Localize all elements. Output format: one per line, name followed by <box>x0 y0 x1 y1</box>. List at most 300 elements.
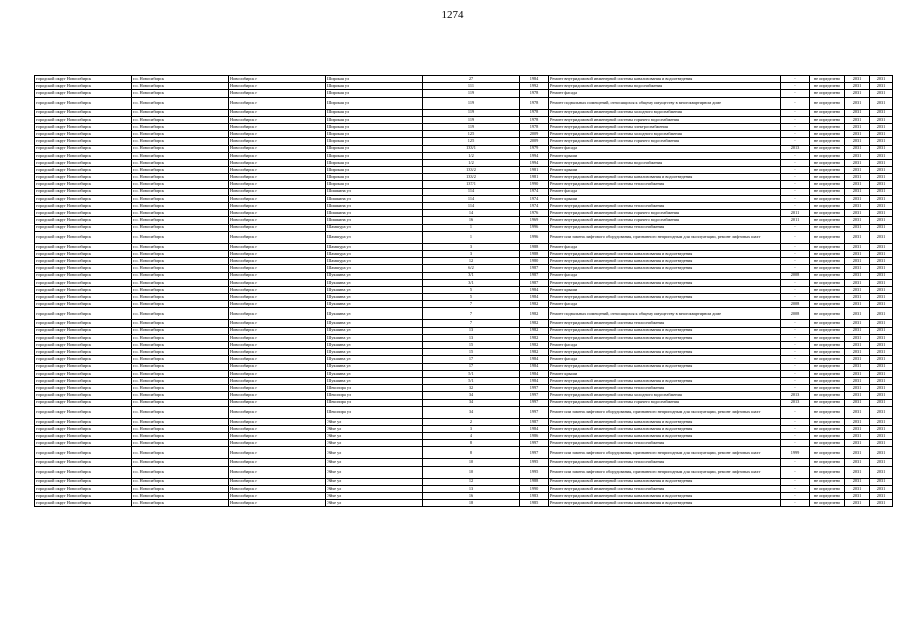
cell-municipality: городской округ Новосибирск <box>35 243 132 250</box>
cell-house-number: 10 <box>423 466 520 478</box>
cell-build-year: 1988 <box>520 478 549 485</box>
cell-house-number: 16 <box>423 493 520 500</box>
cell-last-repair-year: - <box>781 327 810 334</box>
cell-city: Новосибирск г <box>229 342 326 349</box>
cell-build-year: 1981 <box>520 174 549 181</box>
cell-work-type: Ремонт фасада <box>549 90 781 97</box>
cell-build-year: 1984 <box>520 363 549 370</box>
cell-street: Шекспира ул <box>326 399 423 406</box>
cell-cost: не определено <box>810 250 845 257</box>
cell-district: г.о. Новосибирск <box>132 272 229 279</box>
cell-cost: не определено <box>810 83 845 90</box>
table-row <box>35 440 893 447</box>
cell-street: Эйхе ул <box>326 500 423 507</box>
cell-district: г.о. Новосибирск <box>132 399 229 406</box>
cell-city: Новосибирск г <box>229 425 326 432</box>
cell-street: Эйхе ул <box>326 418 423 425</box>
cell-work-type: Ремонт внутридомовой инженерной системы теплоснабжения <box>549 385 781 392</box>
table-row <box>35 500 893 507</box>
cell-house-number: 133/2 <box>423 174 520 181</box>
cell-city: Новосибирск г <box>229 188 326 195</box>
cell-cost: не определено <box>810 406 845 418</box>
cell-work-type: Ремонт внутридомовой инженерной системы канализования и водоотведения <box>549 478 781 485</box>
cell-plan-start-year: 2031 <box>845 181 870 188</box>
cell-plan-start-year: 2031 <box>845 83 870 90</box>
cell-work-type: Ремонт внутридомовой инженерной системы канализования и водоотведения <box>549 265 781 272</box>
cell-last-repair-year: - <box>781 342 810 349</box>
cell-city: Новосибирск г <box>229 195 326 202</box>
cell-work-type: Ремонт внутридомовой инженерной системы канализования и водоотведения <box>549 493 781 500</box>
cell-build-year: 1969 <box>520 217 549 224</box>
cell-street: Шишкина ул <box>326 210 423 217</box>
cell-plan-start-year: 2031 <box>845 500 870 507</box>
table-row <box>35 90 893 97</box>
cell-municipality: городской округ Новосибирск <box>35 349 132 356</box>
cell-build-year: 1980 <box>520 258 549 265</box>
cell-last-repair-year: - <box>781 123 810 130</box>
cell-house-number: 8 <box>423 440 520 447</box>
cell-build-year: 1984 <box>520 286 549 293</box>
cell-plan-end-year: 2031 <box>870 478 893 485</box>
cell-last-repair-year: - <box>781 385 810 392</box>
cell-plan-start-year: 2031 <box>845 440 870 447</box>
cell-house-number: 34 <box>423 392 520 399</box>
cell-cost: не определено <box>810 377 845 384</box>
cell-build-year: 1987 <box>520 279 549 286</box>
cell-city: Новосибирск г <box>229 109 326 116</box>
cell-city: Новосибирск г <box>229 152 326 159</box>
cell-plan-start-year: 2031 <box>845 478 870 485</box>
cell-municipality: городской округ Новосибирск <box>35 500 132 507</box>
cell-district: г.о. Новосибирск <box>132 308 229 320</box>
cell-house-number: 125 <box>423 138 520 145</box>
cell-last-repair-year: - <box>781 370 810 377</box>
cell-plan-end-year: 2031 <box>870 224 893 231</box>
cell-last-repair-year: - <box>781 195 810 202</box>
cell-build-year: 1996 <box>520 224 549 231</box>
cell-build-year: 1984 <box>520 425 549 432</box>
cell-city: Новосибирск г <box>229 181 326 188</box>
cell-cost: не определено <box>810 152 845 159</box>
cell-cost: не определено <box>810 286 845 293</box>
table-row <box>35 493 893 500</box>
cell-work-type: Ремонт внутридомовой инженерной системы горячего водоснабжения <box>549 210 781 217</box>
cell-street: Шамшура ул <box>326 243 423 250</box>
cell-plan-start-year: 2031 <box>845 349 870 356</box>
cell-cost: не определено <box>810 294 845 301</box>
cell-cost: не определено <box>810 167 845 174</box>
cell-build-year: 1997 <box>520 447 549 459</box>
cell-street: Широкая ул <box>326 152 423 159</box>
cell-district: г.о. Новосибирск <box>132 258 229 265</box>
cell-city: Новосибирск г <box>229 97 326 109</box>
cell-house-number: 18 <box>423 500 520 507</box>
cell-plan-end-year: 2031 <box>870 385 893 392</box>
cell-work-type: Ремонт внутридомовой инженерной системы канализования и водоотведения <box>549 425 781 432</box>
cell-house-number: 15 <box>423 342 520 349</box>
cell-build-year: 1997 <box>520 406 549 418</box>
cell-work-type: Ремонт крыши <box>549 286 781 293</box>
cell-street: Широкая ул <box>326 97 423 109</box>
cell-plan-end-year: 2031 <box>870 342 893 349</box>
cell-house-number: 4 <box>423 433 520 440</box>
cell-plan-start-year: 2031 <box>845 286 870 293</box>
cell-house-number: 114 <box>423 188 520 195</box>
cell-city: Новосибирск г <box>229 83 326 90</box>
cell-municipality: городской округ Новосибирск <box>35 145 132 152</box>
cell-cost: не определено <box>810 138 845 145</box>
cell-city: Новосибирск г <box>229 217 326 224</box>
cell-last-repair-year: - <box>781 167 810 174</box>
cell-municipality: городской округ Новосибирск <box>35 131 132 138</box>
cell-house-number: 1/2 <box>423 159 520 166</box>
cell-district: г.о. Новосибирск <box>132 478 229 485</box>
cell-cost: не определено <box>810 76 845 83</box>
cell-municipality: городской округ Новосибирск <box>35 478 132 485</box>
cell-cost: не определено <box>810 174 845 181</box>
cell-city: Новосибирск г <box>229 294 326 301</box>
cell-street: Эйхе ул <box>326 440 423 447</box>
table-row <box>35 131 893 138</box>
table-row <box>35 308 893 320</box>
cell-plan-start-year: 2031 <box>845 406 870 418</box>
cell-last-repair-year: - <box>781 485 810 492</box>
cell-plan-end-year: 2031 <box>870 152 893 159</box>
cell-municipality: городской округ Новосибирск <box>35 485 132 492</box>
cell-street: Эйхе ул <box>326 466 423 478</box>
cell-work-type: Ремонт внутридомовой инженерной системы водоснабжения <box>549 159 781 166</box>
cell-plan-start-year: 2031 <box>845 279 870 286</box>
cell-house-number: 7 <box>423 301 520 308</box>
cell-plan-end-year: 2031 <box>870 159 893 166</box>
cell-last-repair-year: - <box>781 76 810 83</box>
cell-work-type: Ремонт подвальных помещений, относящихся к общему имуществу в многоквартирном доме <box>549 97 781 109</box>
cell-plan-start-year: 2031 <box>845 195 870 202</box>
cell-plan-end-year: 2031 <box>870 377 893 384</box>
cell-plan-end-year: 2031 <box>870 217 893 224</box>
cell-cost: не определено <box>810 97 845 109</box>
cell-build-year: 1974 <box>520 188 549 195</box>
cell-house-number: 3 <box>423 425 520 432</box>
cell-plan-start-year: 2031 <box>845 131 870 138</box>
cell-plan-start-year: 2031 <box>845 97 870 109</box>
cell-municipality: городской округ Новосибирск <box>35 447 132 459</box>
cell-work-type: Ремонт внутридомовой инженерной системы канализования и водоотведения <box>549 174 781 181</box>
cell-house-number: 125 <box>423 131 520 138</box>
cell-city: Новосибирск г <box>229 363 326 370</box>
cell-city: Новосибирск г <box>229 334 326 341</box>
cell-house-number: 114 <box>423 195 520 202</box>
cell-build-year: 1982 <box>520 308 549 320</box>
cell-city: Новосибирск г <box>229 349 326 356</box>
table-row <box>35 447 893 459</box>
cell-municipality: городской округ Новосибирск <box>35 385 132 392</box>
cell-plan-end-year: 2031 <box>870 433 893 440</box>
cell-cost: не определено <box>810 459 845 466</box>
cell-house-number: 14 <box>423 210 520 217</box>
cell-house-number: 32 <box>423 385 520 392</box>
table-row <box>35 301 893 308</box>
cell-build-year: 1994 <box>520 152 549 159</box>
cell-city: Новосибирск г <box>229 145 326 152</box>
cell-street: Шишкина ул <box>326 203 423 210</box>
cell-plan-start-year: 2031 <box>845 433 870 440</box>
cell-plan-start-year: 2031 <box>845 217 870 224</box>
cell-municipality: городской округ Новосибирск <box>35 327 132 334</box>
cell-municipality: городской округ Новосибирск <box>35 76 132 83</box>
cell-city: Новосибирск г <box>229 231 326 243</box>
cell-work-type: Ремонт внутридомовой инженерной системы горячего водоснабжения <box>549 116 781 123</box>
cell-city: Новосибирск г <box>229 327 326 334</box>
cell-district: г.о. Новосибирск <box>132 349 229 356</box>
cell-build-year: 1981 <box>520 167 549 174</box>
cell-municipality: городской округ Новосибирск <box>35 399 132 406</box>
cell-district: г.о. Новосибирск <box>132 195 229 202</box>
cell-cost: не определено <box>810 181 845 188</box>
cell-last-repair-year: - <box>781 174 810 181</box>
cell-city: Новосибирск г <box>229 272 326 279</box>
cell-city: Новосибирск г <box>229 279 326 286</box>
cell-district: г.о. Новосибирск <box>132 181 229 188</box>
cell-work-type: Ремонт внутридомовой инженерной системы теплоснабжения <box>549 181 781 188</box>
cell-build-year: 1987 <box>520 272 549 279</box>
cell-plan-start-year: 2031 <box>845 459 870 466</box>
cell-plan-end-year: 2031 <box>870 327 893 334</box>
table-row <box>35 123 893 130</box>
cell-city: Новосибирск г <box>229 159 326 166</box>
cell-plan-end-year: 2031 <box>870 250 893 257</box>
table-row <box>35 349 893 356</box>
cell-last-repair-year: 2011 <box>781 210 810 217</box>
cell-build-year: 1988 <box>520 243 549 250</box>
cell-build-year: 1987 <box>520 418 549 425</box>
cell-plan-start-year: 2031 <box>845 265 870 272</box>
table-row <box>35 265 893 272</box>
cell-house-number: 119 <box>423 97 520 109</box>
cell-last-repair-year: 2011 <box>781 217 810 224</box>
cell-cost: не определено <box>810 485 845 492</box>
cell-plan-end-year: 2031 <box>870 493 893 500</box>
cell-work-type: Ремонт внутридомовой инженерной системы канализования и водоотведения <box>549 377 781 384</box>
cell-last-repair-year: - <box>781 466 810 478</box>
cell-house-number: 114 <box>423 203 520 210</box>
cell-build-year: 1974 <box>520 195 549 202</box>
cell-build-year: 1985 <box>520 500 549 507</box>
cell-municipality: городской округ Новосибирск <box>35 258 132 265</box>
table-row <box>35 327 893 334</box>
cell-build-year: 1982 <box>520 349 549 356</box>
table-row <box>35 159 893 166</box>
cell-municipality: городской округ Новосибирск <box>35 83 132 90</box>
cell-work-type: Ремонт или замена лифтового оборудования, признанного непригодным для эксплуатации, ремонт лифтовых шахт <box>549 406 781 418</box>
cell-plan-start-year: 2031 <box>845 356 870 363</box>
cell-house-number: 8 <box>423 447 520 459</box>
cell-cost: не определено <box>810 279 845 286</box>
cell-house-number: 119 <box>423 116 520 123</box>
cell-build-year: 1987 <box>520 265 549 272</box>
cell-build-year: 1984 <box>520 356 549 363</box>
table-row <box>35 217 893 224</box>
cell-work-type: Ремонт крыши <box>549 152 781 159</box>
cell-plan-end-year: 2031 <box>870 195 893 202</box>
table-row <box>35 478 893 485</box>
cell-street: Эйхе ул <box>326 433 423 440</box>
cell-district: г.о. Новосибирск <box>132 459 229 466</box>
cell-street: Шекспира ул <box>326 392 423 399</box>
cell-municipality: городской округ Новосибирск <box>35 459 132 466</box>
cell-plan-start-year: 2031 <box>845 363 870 370</box>
table-row <box>35 76 893 83</box>
cell-plan-end-year: 2031 <box>870 243 893 250</box>
cell-plan-end-year: 2031 <box>870 265 893 272</box>
cell-build-year: 1992 <box>520 83 549 90</box>
cell-last-repair-year: - <box>781 203 810 210</box>
cell-city: Новосибирск г <box>229 478 326 485</box>
cell-last-repair-year: - <box>781 363 810 370</box>
cell-plan-end-year: 2031 <box>870 301 893 308</box>
table-row <box>35 210 893 217</box>
cell-cost: не определено <box>810 159 845 166</box>
cell-plan-end-year: 2031 <box>870 90 893 97</box>
cell-plan-end-year: 2031 <box>870 425 893 432</box>
cell-city: Новосибирск г <box>229 76 326 83</box>
cell-house-number: 13 <box>423 327 520 334</box>
cell-plan-end-year: 2031 <box>870 485 893 492</box>
cell-house-number: 34 <box>423 406 520 418</box>
cell-work-type: Ремонт внутридомовой инженерной системы канализования и водоотведения <box>549 418 781 425</box>
cell-build-year: 1978 <box>520 90 549 97</box>
cell-work-type: Ремонт фасада <box>549 272 781 279</box>
cell-build-year: 1978 <box>520 109 549 116</box>
cell-build-year: 1996 <box>520 231 549 243</box>
table-row <box>35 294 893 301</box>
cell-plan-start-year: 2031 <box>845 210 870 217</box>
cell-district: г.о. Новосибирск <box>132 123 229 130</box>
cell-city: Новосибирск г <box>229 385 326 392</box>
cell-city: Новосибирск г <box>229 167 326 174</box>
cell-plan-end-year: 2031 <box>870 334 893 341</box>
cell-work-type: Ремонт внутридомовой инженерной системы теплоснабжения <box>549 459 781 466</box>
cell-plan-start-year: 2031 <box>845 272 870 279</box>
cell-plan-start-year: 2031 <box>845 320 870 327</box>
cell-work-type: Ремонт фасада <box>549 301 781 308</box>
table-row <box>35 195 893 202</box>
cell-plan-start-year: 2031 <box>845 418 870 425</box>
cell-cost: не определено <box>810 500 845 507</box>
cell-plan-end-year: 2031 <box>870 349 893 356</box>
cell-house-number: 7 <box>423 320 520 327</box>
cell-work-type: Ремонт или замена лифтового оборудования, признанного непригодным для эксплуатации, ремонт лифтовых шахт <box>549 231 781 243</box>
cell-plan-end-year: 2031 <box>870 131 893 138</box>
table-row <box>35 231 893 243</box>
cell-city: Новосибирск г <box>229 485 326 492</box>
cell-plan-start-year: 2031 <box>845 224 870 231</box>
cell-last-repair-year: - <box>781 406 810 418</box>
cell-house-number: 1 <box>423 231 520 243</box>
cell-plan-end-year: 2031 <box>870 109 893 116</box>
cell-district: г.о. Новосибирск <box>132 466 229 478</box>
cell-plan-start-year: 2031 <box>845 123 870 130</box>
cell-build-year: 1997 <box>520 392 549 399</box>
table-row <box>35 116 893 123</box>
cell-work-type: Ремонт внутридомовой инженерной системы канализования и водоотведения <box>549 327 781 334</box>
cell-street: Шукшина ул <box>326 349 423 356</box>
cell-last-repair-year: 2008 <box>781 301 810 308</box>
cell-street: Эйхе ул <box>326 459 423 466</box>
cell-city: Новосибирск г <box>229 265 326 272</box>
cell-street: Шишкина ул <box>326 188 423 195</box>
cell-plan-end-year: 2031 <box>870 399 893 406</box>
cell-plan-end-year: 2031 <box>870 76 893 83</box>
cell-build-year: 1997 <box>520 440 549 447</box>
cell-cost: не определено <box>810 320 845 327</box>
cell-work-type: Ремонт внутридомовой инженерной системы канализования и водоотведения <box>549 258 781 265</box>
cell-city: Новосибирск г <box>229 258 326 265</box>
cell-last-repair-year: - <box>781 159 810 166</box>
cell-district: г.о. Новосибирск <box>132 159 229 166</box>
table-row <box>35 243 893 250</box>
cell-work-type: Ремонт внутридомовой инженерной системы горячего водоснабжения <box>549 399 781 406</box>
cell-house-number: 2 <box>423 418 520 425</box>
cell-cost: не определено <box>810 258 845 265</box>
cell-cost: не определено <box>810 466 845 478</box>
cell-last-repair-year: - <box>781 97 810 109</box>
cell-work-type: Ремонт фасада <box>549 356 781 363</box>
cell-city: Новосибирск г <box>229 210 326 217</box>
cell-house-number: 1/2 <box>423 152 520 159</box>
cell-house-number: 16 <box>423 217 520 224</box>
cell-plan-end-year: 2031 <box>870 181 893 188</box>
cell-street: Широкая ул <box>326 131 423 138</box>
cell-municipality: городской округ Новосибирск <box>35 286 132 293</box>
cell-plan-end-year: 2031 <box>870 231 893 243</box>
cell-cost: не определено <box>810 116 845 123</box>
cell-house-number: 3 <box>423 250 520 257</box>
table-row <box>35 385 893 392</box>
table-row <box>35 145 893 152</box>
cell-district: г.о. Новосибирск <box>132 301 229 308</box>
cell-municipality: городской округ Новосибирск <box>35 90 132 97</box>
cell-street: Эйхе ул <box>326 425 423 432</box>
cell-street: Шукшина ул <box>326 320 423 327</box>
cell-city: Новосибирск г <box>229 440 326 447</box>
cell-cost: не определено <box>810 265 845 272</box>
cell-work-type: Ремонт внутридомовой инженерной системы канализования и водоотведения <box>549 294 781 301</box>
table-row <box>35 97 893 109</box>
cell-city: Новосибирск г <box>229 459 326 466</box>
cell-cost: не определено <box>810 109 845 116</box>
cell-street: Шишкина ул <box>326 195 423 202</box>
cell-work-type: Ремонт крыши <box>549 167 781 174</box>
cell-municipality: городской округ Новосибирск <box>35 109 132 116</box>
cell-cost: не определено <box>810 418 845 425</box>
cell-cost: не определено <box>810 217 845 224</box>
cell-build-year: 1995 <box>520 459 549 466</box>
cell-plan-start-year: 2031 <box>845 258 870 265</box>
cell-municipality: городской округ Новосибирск <box>35 188 132 195</box>
cell-district: г.о. Новосибирск <box>132 76 229 83</box>
cell-build-year: 1988 <box>520 250 549 257</box>
cell-district: г.о. Новосибирск <box>132 363 229 370</box>
cell-municipality: городской округ Новосибирск <box>35 440 132 447</box>
cell-build-year: 1982 <box>520 334 549 341</box>
table-row <box>35 425 893 432</box>
cell-last-repair-year: 2013 <box>781 399 810 406</box>
cell-city: Новосибирск г <box>229 320 326 327</box>
cell-last-repair-year: - <box>781 83 810 90</box>
cell-house-number: 5 <box>423 294 520 301</box>
cell-work-type: Ремонт внутридомовой инженерной системы холодного водоснабжения <box>549 109 781 116</box>
